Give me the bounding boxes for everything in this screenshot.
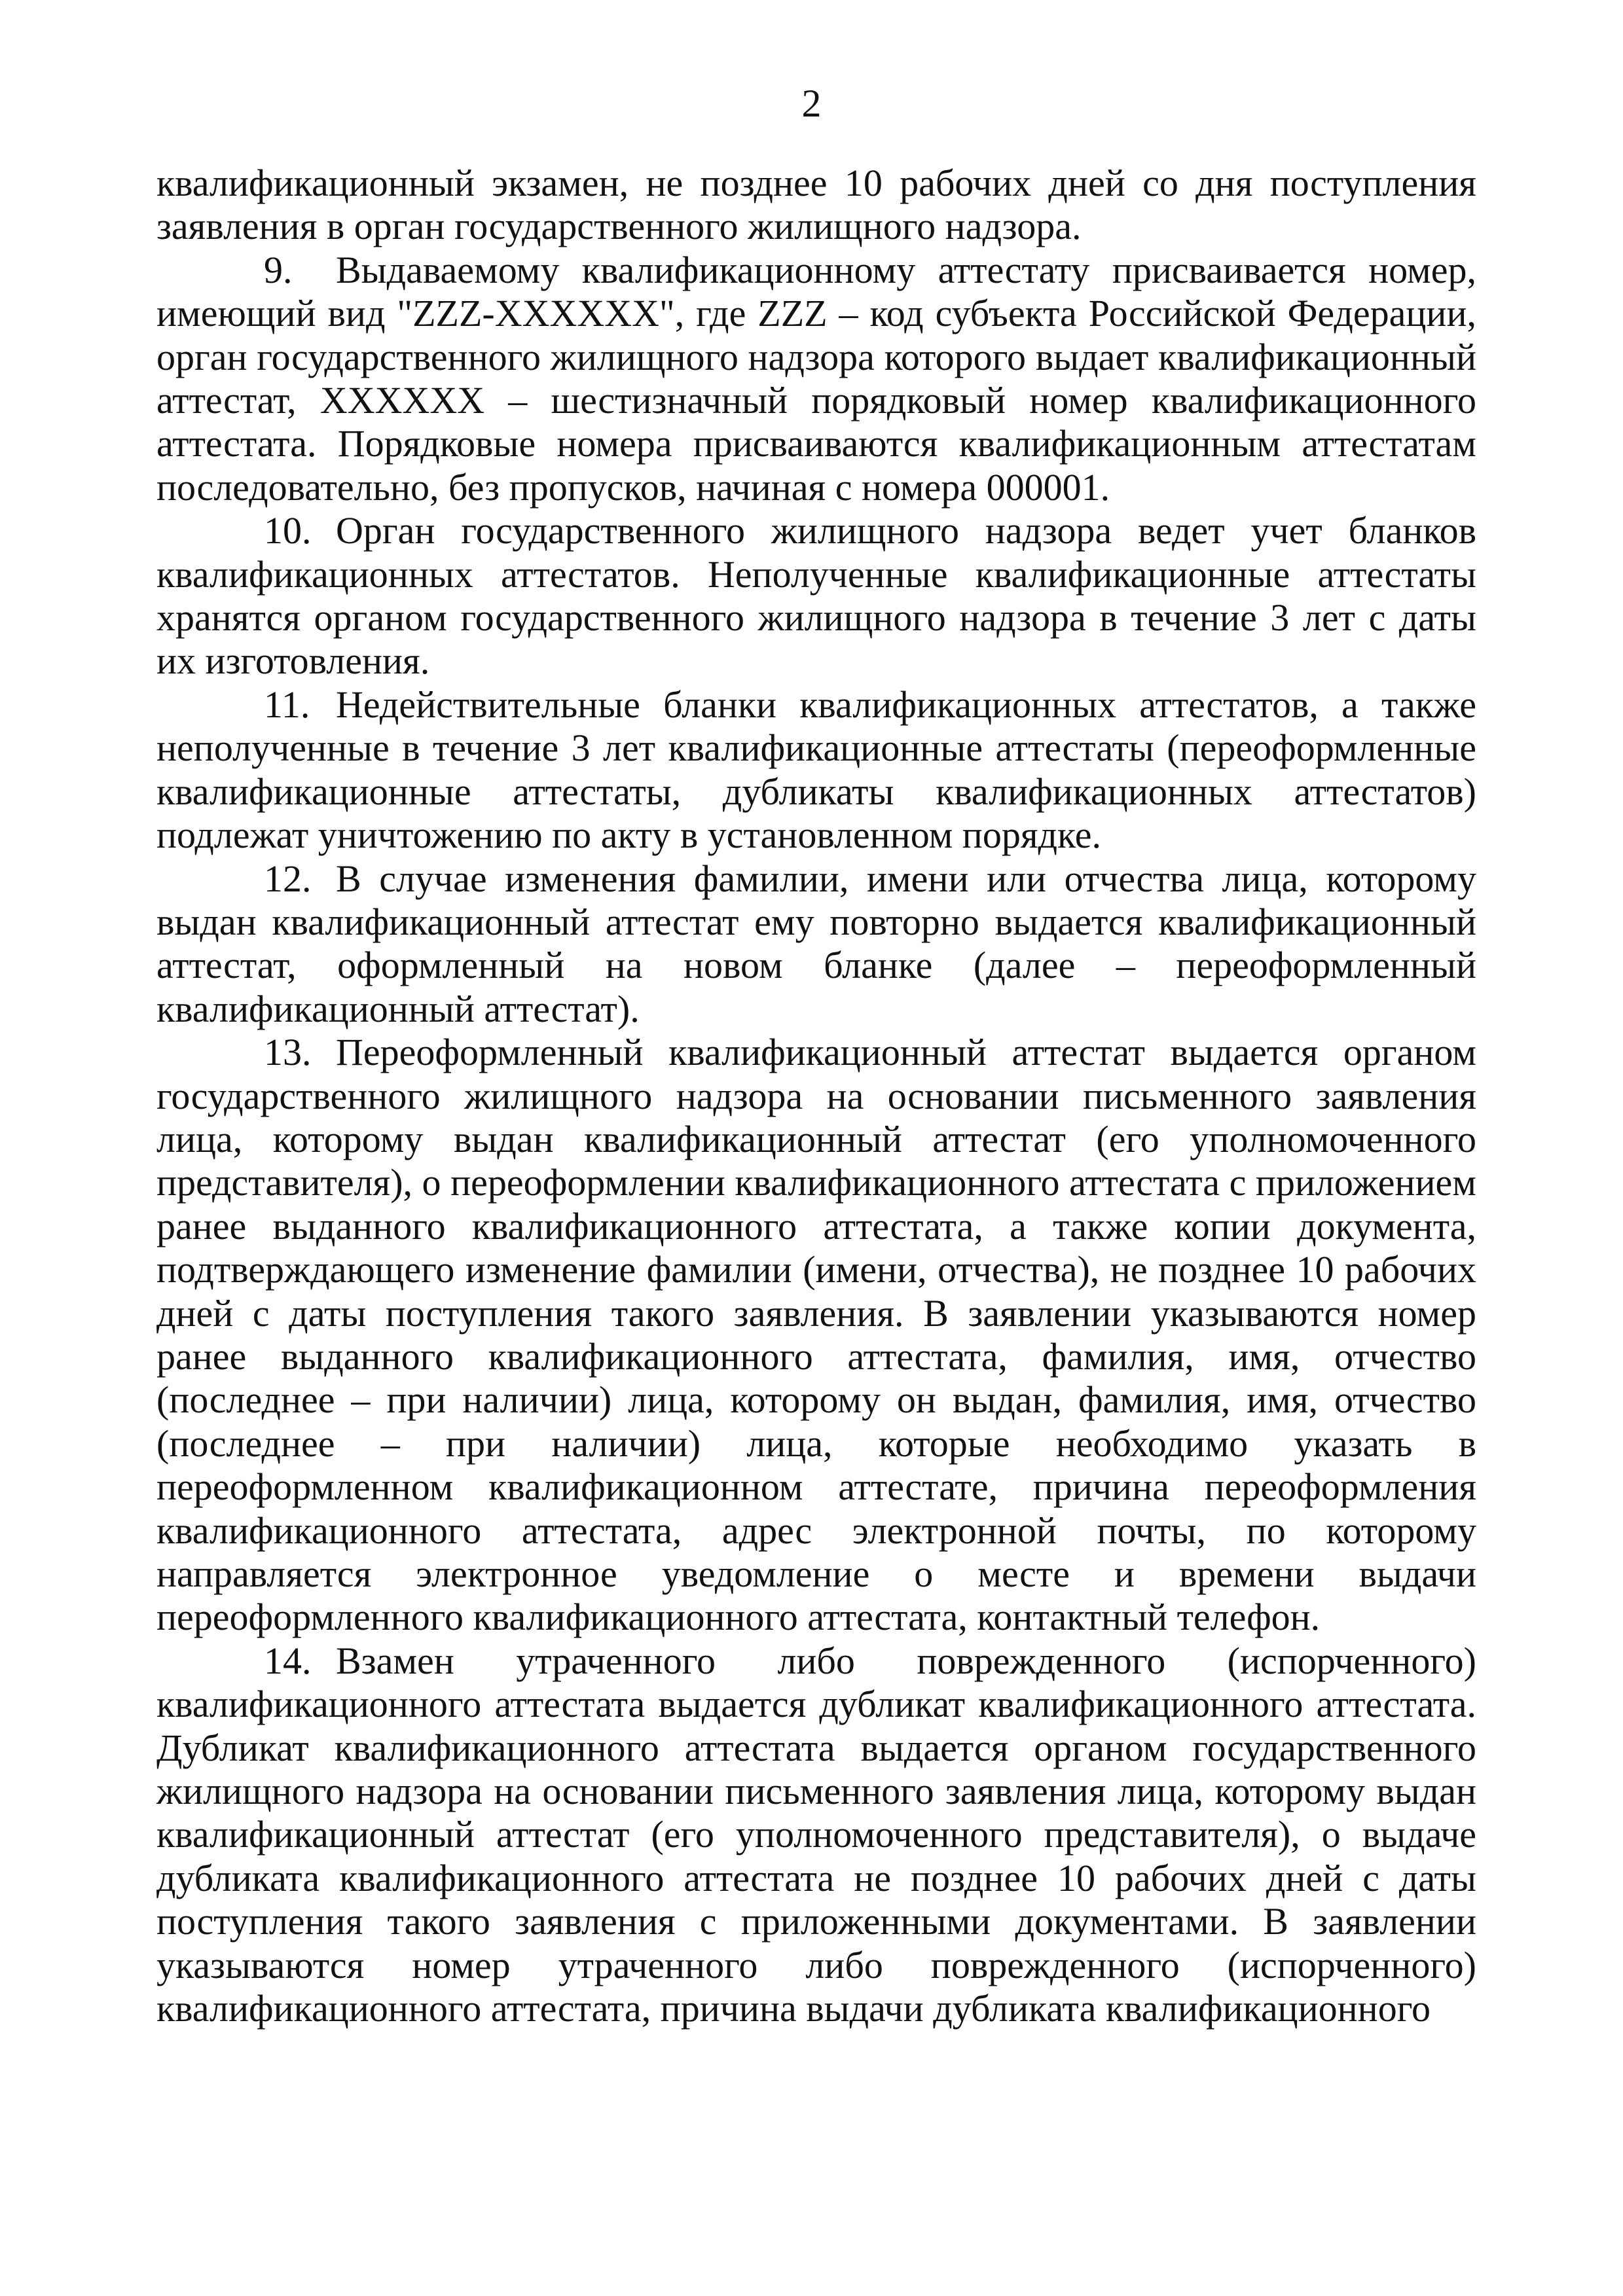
paragraph-text: В случае изменения фамилии, имени или отчества лица, которому выдан квалификационный аттестат ему повторно выдается квалификационный аттестат, оформленный на новом бланке (далее – переоформленный квалификационный аттестат). [156,857,1476,1030]
paragraph-number: 14. [264,1639,312,1682]
paragraph-continuation [156,162,1476,249]
paragraph-11 [156,683,1476,857]
paragraph-9 [156,249,1476,509]
paragraph-text: Орган государственного жилищного надзора ведет учет бланков квалификационных аттестатов. Неполученные квалификационные аттестаты хранятся органом государственного жилищного надзора в течение 3 лет с даты их изготовления. [156,509,1476,683]
paragraph-text: Выдаваемому квалификационному аттестату присваивается номер, имеющий вид "ZZZ-XXXXXX", где ZZZ – код субъекта Российской Федерации, орган государственного жилищного надзора которого выдает квалификационный аттестат, XXXXXX – шестизначный порядковый номер квалификационного аттестата. Порядковые номера присваиваются квалификационным аттестатам последовательно, без пропусков, начиная с номера 000001. [156,248,1476,509]
paragraph-text: Недействительные бланки квалификационных аттестатов, а также неполученные в течение 3 лет квалификационные аттестаты (переоформленные квалификационные аттестаты, дубликаты квалификационных аттестатов) подлежат уничтожению по акту в установленном порядке. [156,683,1476,857]
paragraph-number: 13. [264,1031,312,1074]
paragraph-number: 10. [264,509,312,552]
paragraph-text: Взамен утраченного либо поврежденного (испорченного) квалификационного аттестата выдается дубликат квалификационного аттестата. Дубликат квалификационного аттестата выдается органом государственного жилищного надзора на основании письменного заявления лица, которому выдан квалификационный аттестат (его уполномоченного представителя), о выдаче дубликата квалификационного аттестата не позднее 10 рабочих дней с даты поступления такого заявления с приложенными документами. В заявлении указываются номер утраченного либо поврежденного (испорченного) квалификационного аттестата, причина выдачи дубликата квалификационного [156,1639,1476,2030]
paragraph-number: 11. [264,683,310,726]
paragraph-text: Переоформленный квалификационный аттестат выдается органом государственного жилищного надзора на основании письменного заявления лица, которому выдан квалификационный аттестат (его уполномоченного представителя), о переоформлении квалификационного аттестата с приложением ранее выданного квалификационного аттестата, а также копии документа, подтверждающего изменение фамилии (имени, отчества), не позднее 10 рабочих дней с даты поступления такого заявления. В заявлении указываются номер ранее выданного квалификационного аттестата, фамилия, имя, отчество (последнее – при наличии) лица, которому он выдан, фамилия, имя, отчество (последнее – при наличии) лица, которые необходимо указать в переоформленном квалификационном аттестате, причина переоформления квалификационного аттестата, адрес электронной почты, по которому направляется электронное уведомление о месте и времени выдачи переоформленного квалификационного аттестата, контактный телефон. [156,1031,1476,1639]
document-body [156,162,1476,2030]
paragraph-number: 9. [264,248,293,291]
paragraph-text: квалификационный экзамен, не позднее 10 рабочих дней со дня поступления заявления в орган государственного жилищного надзора. [156,162,1476,248]
paragraph-13 [156,1031,1476,1640]
paragraph-number: 12. [264,857,312,900]
page-number: 2 [801,82,822,125]
paragraph-14 [156,1640,1476,2031]
paragraph-12 [156,857,1476,1031]
paragraph-10 [156,509,1476,683]
